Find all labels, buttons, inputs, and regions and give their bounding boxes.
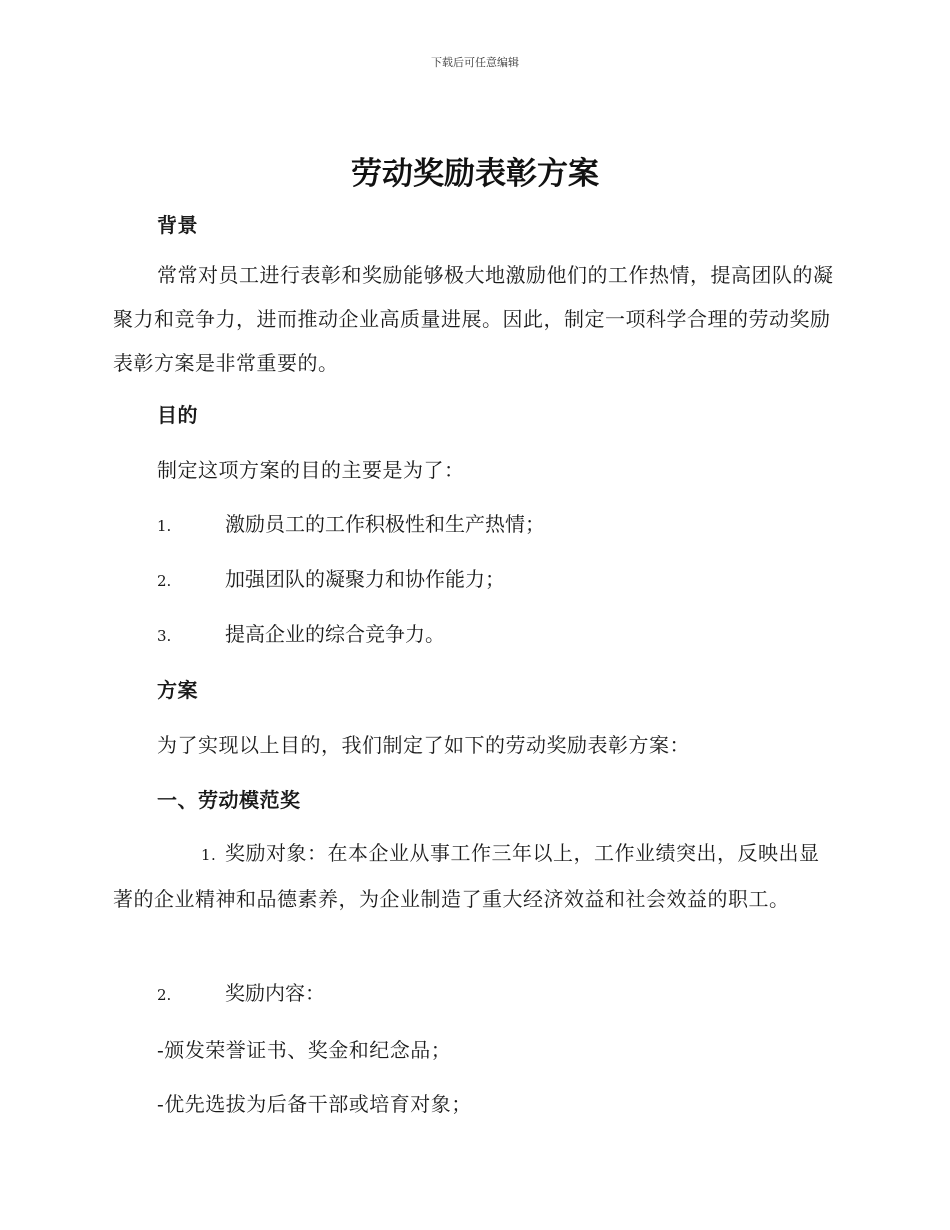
header-note: 下载后可任意编辑 [431, 56, 519, 69]
purpose-intro: 制定这项方案的目的主要是为了： [157, 458, 465, 482]
background-paragraph: 常常对员工进行表彰和奖励能够极大地激励他们的工作热情，提高团队的凝聚力和竞争力，进而推动企业高质量进展。因此，制定一项科学合理的劳动奖励表彰方案是非常重要的。 [113, 263, 834, 375]
purpose-item-2 [157, 563, 505, 597]
award1-reward-1: -颁发荣誉证书、奖金和纪念品； [157, 1038, 452, 1062]
list-number: 2. [157, 986, 172, 1004]
award1-reward-2: -优先选拔为后备干部或培育对象； [157, 1092, 472, 1116]
document-title: 劳动奖励表彰方案 [351, 156, 599, 192]
award1-heading: 一、劳动模范奖 [157, 788, 301, 812]
list-number: 3. [157, 627, 172, 645]
list-text: 加强团队的凝聚力和协作能力； [225, 567, 505, 591]
purpose-item-3 [157, 618, 445, 652]
background-heading: 背景 [157, 213, 198, 237]
plan-intro: 为了实现以上目的，我们制定了如下的劳动奖励表彰方案： [157, 733, 690, 757]
list-number: 1. [157, 517, 172, 535]
list-text: 奖励内容： [225, 981, 325, 1005]
list-text: 提高企业的综合竞争力。 [225, 622, 445, 646]
list-text: 激励员工的工作积极性和生产热情； [225, 512, 545, 536]
plan-heading: 方案 [157, 678, 198, 702]
purpose-item-1 [157, 508, 545, 542]
list-text: 奖励对象：在本企业从事工作三年以上，工作业绩突出，反映出显著的企业精神和品德素养，为企业制造了重大经济效益和社会效益的职工。 [113, 841, 820, 911]
award1-item-2 [157, 977, 325, 1011]
award1-item-1 [113, 831, 835, 921]
list-number: 2. [157, 572, 172, 590]
purpose-heading: 目的 [157, 403, 198, 427]
list-number: 1. [201, 846, 217, 864]
